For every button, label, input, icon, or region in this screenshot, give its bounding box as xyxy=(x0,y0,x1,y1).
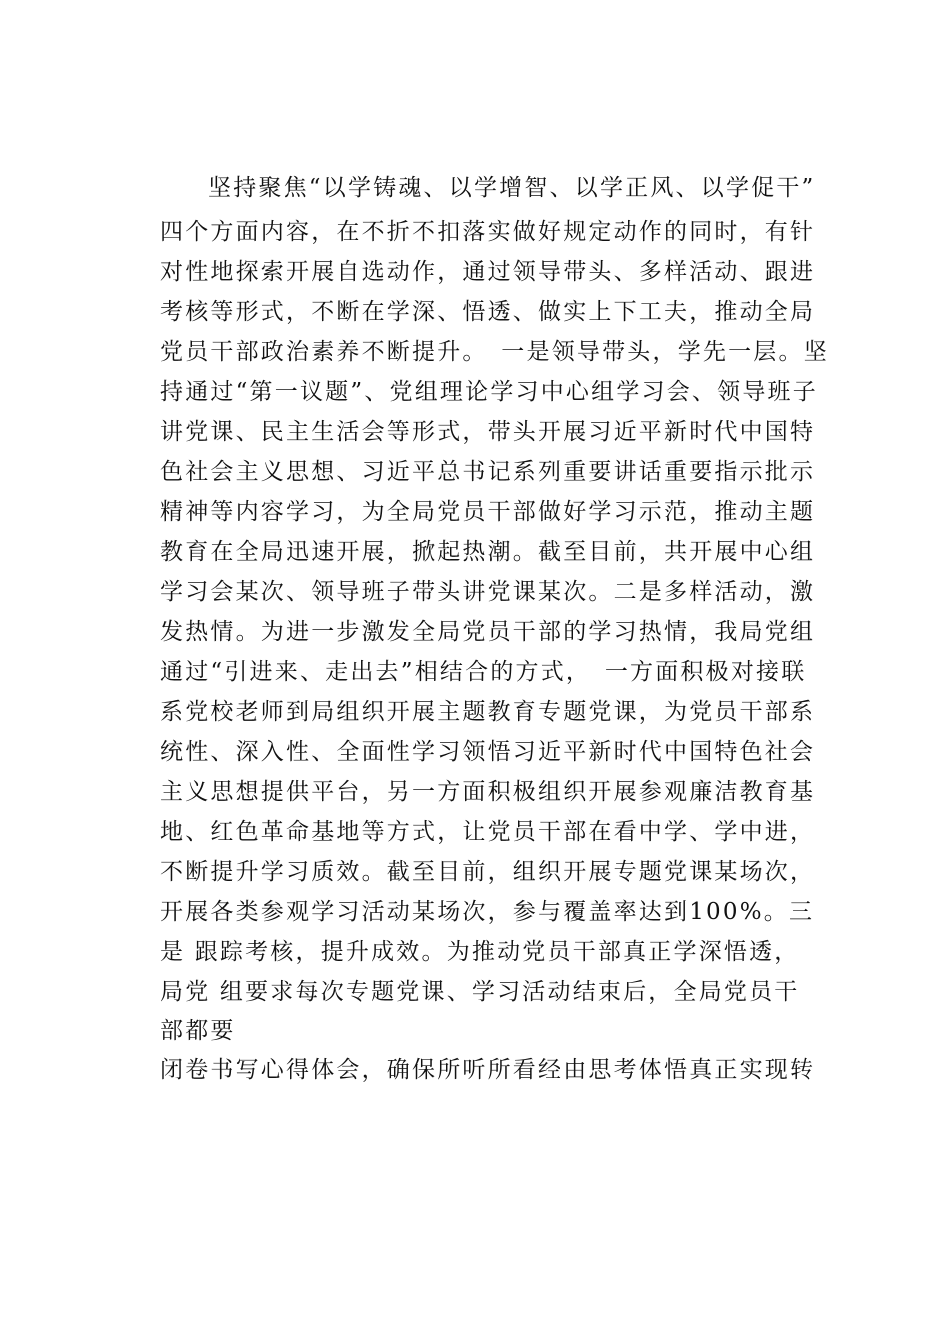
text-line-7: 讲党课、民主生活会等形式，带头开展习近平新时代中国特 xyxy=(160,419,816,445)
text-line-21: 局党 组要求每次专题党课、学习活动结束后，全局党员干 xyxy=(160,979,800,1005)
text-line-11: 学习会某次、领导班子带头讲党课某次。二是多样活动，激 xyxy=(160,579,816,605)
text-line-5: 党员干部政治素养不断提升。 一是领导带头，学先一层。坚 xyxy=(160,339,829,365)
text-line-6: 持通过“第一议题”、党组理论学习中心组学习会、领导班子 xyxy=(160,379,818,405)
text-line-22: 部都要 xyxy=(160,1018,236,1044)
text-line-17: 地、红色革命基地等方式，让党员干部在看中学、学中进， xyxy=(160,819,816,845)
text-line-16: 主义思想提供平台，另一方面积极组织开展参观廉洁教育基 xyxy=(160,779,816,805)
text-line-19: 开展各类参观学习活动某场次，参与覆盖率达到100%。三 xyxy=(160,899,815,925)
text-line-10: 教育在全局迅速开展，掀起热潮。截至目前，共开展中心组 xyxy=(160,539,816,565)
text-line-9: 精神等内容学习，为全局党员干部做好学习示范，推动主题 xyxy=(160,499,816,525)
text-line-3: 对性地探索开展自选动作，通过领导带头、多样活动、跟进 xyxy=(160,259,816,285)
text-line-14: 系党校老师到局组织开展主题教育专题党课，为党员干部系 xyxy=(160,699,816,725)
text-line-12: 发热情。为进一步激发全局党员干部的学习热情，我局党组 xyxy=(160,619,816,645)
text-line-8: 色社会主义思想、习近平总书记系列重要讲话重要指示批示 xyxy=(160,459,816,485)
text-line-1: 坚持聚焦“以学铸魂、以学增智、以学正风、以学促干” xyxy=(208,175,816,201)
text-line-18: 不断提升学习质效。截至目前，组织开展专题党课某场次， xyxy=(160,859,816,885)
text-line-15: 统性、深入性、全面性学习领悟习近平新时代中国特色社会 xyxy=(160,739,816,765)
text-line-13: 通过“引进来、走出去”相结合的方式， 一方面积极对接联 xyxy=(160,659,807,685)
text-line-23: 闭卷书写心得体会，确保所听所看经由思考体悟真正实现转 xyxy=(160,1057,816,1083)
text-line-4: 考核等形式，不断在学深、悟透、做实上下工夫，推动全局 xyxy=(160,299,816,325)
text-line-2: 四个方面内容，在不折不扣落实做好规定动作的同时，有针 xyxy=(160,219,816,245)
text-line-20: 是 跟踪考核，提升成效。为推动党员干部真正学深悟透， xyxy=(160,939,800,965)
